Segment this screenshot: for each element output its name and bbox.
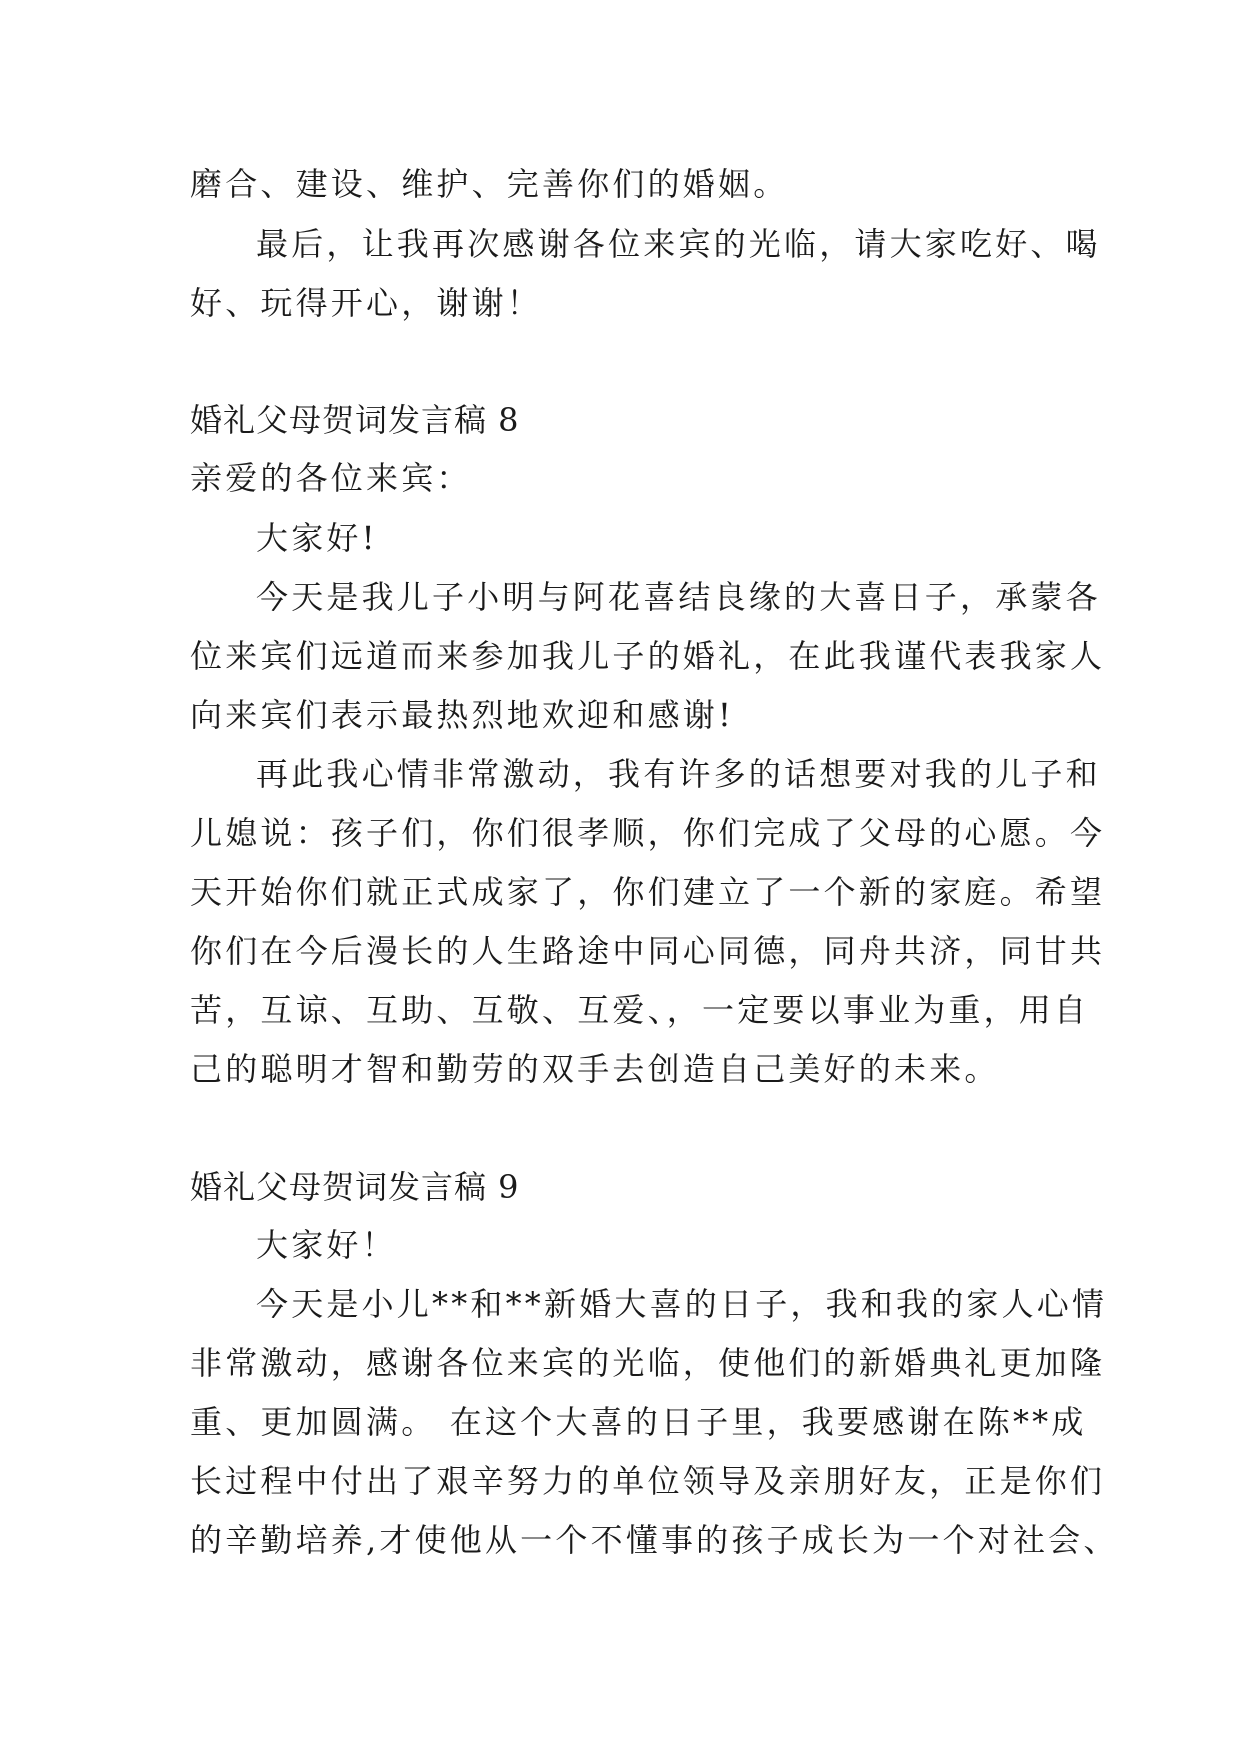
paragraph-line: 最后，让我再次感谢各位来宾的光临，请大家吃好、喝 [256,225,1101,263]
paragraph-line: 天开始你们就正式成家了，你们建立了一个新的家庭。希望 [190,873,1106,911]
paragraph-line: 儿媳说：孩子们，你们很孝顺，你们完成了父母的心愿。今 [190,814,1106,852]
section-heading: 婚礼父母贺词发言稿 8 [190,401,520,439]
paragraph-line: 己的聪明才智和勤劳的双手去创造自己美好的未来。 [190,1050,1000,1088]
paragraph-line: 非常激动，感谢各位来宾的光临，使他们的新婚典礼更加隆 [190,1344,1106,1382]
paragraph-line: 好、玩得开心，谢谢！ [190,284,543,322]
paragraph-line: 磨合、建设、维护、完善你们的婚姻。 [190,165,789,203]
greeting: 大家好! [256,519,378,557]
section-heading: 婚礼父母贺词发言稿 9 [190,1168,520,1206]
paragraph-line: 重、更加圆满。 在这个大喜的日子里，我要感谢在陈**成 [190,1403,1087,1441]
paragraph-line: 再此我心情非常激动，我有许多的话想要对我的儿子和 [256,755,1101,793]
paragraph-line: 今天是我儿子小明与阿花喜结良缘的大喜日子，承蒙各 [256,578,1101,616]
paragraph-line: 今天是小儿**和**新婚大喜的日子，我和我的家人心情 [256,1285,1108,1323]
greeting: 大家好！ [256,1226,397,1264]
salutation: 亲爱的各位来宾： [190,459,472,497]
paragraph-line: 苦，互谅、互助、互敬、互爱、，一定要以事业为重，用自 [190,991,1090,1029]
paragraph-line: 位来宾们远道而来参加我儿子的婚礼，在此我谨代表我家人 [190,637,1106,675]
paragraph-line: 长过程中付出了艰辛努力的单位领导及亲朋好友，正是你们 [190,1462,1106,1500]
paragraph-line: 的辛勤培养,才使他从一个不懂事的孩子成长为一个对社会、 [190,1521,1119,1559]
paragraph-line: 向来宾们表示最热烈地欢迎和感谢! [190,696,735,734]
paragraph-line: 你们在今后漫长的人生路途中同心同德，同舟共济，同甘共 [190,932,1106,970]
